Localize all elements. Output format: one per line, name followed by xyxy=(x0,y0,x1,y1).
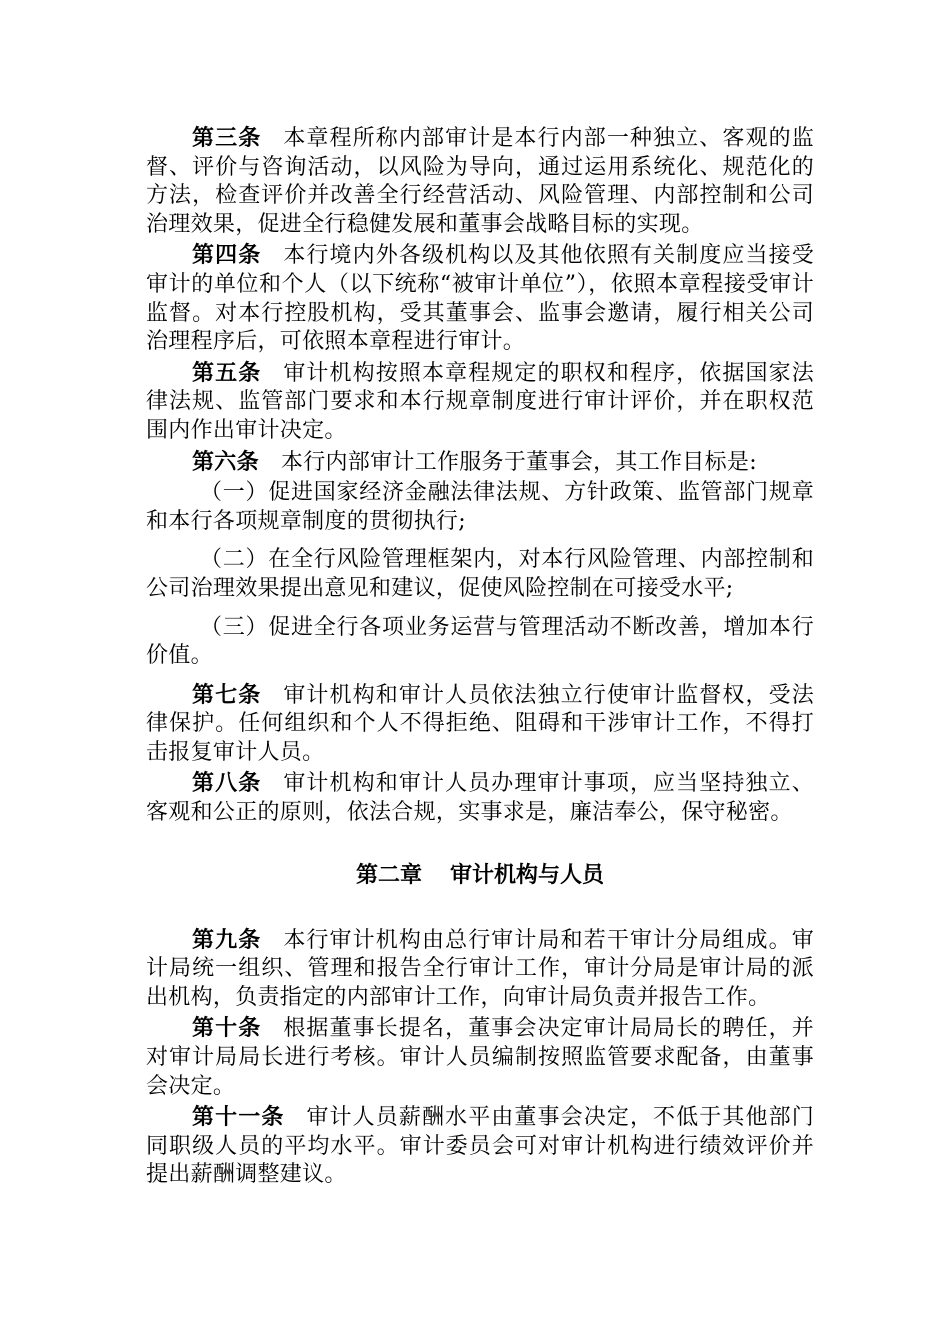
chapter-heading xyxy=(146,860,814,890)
article-text: 本行审计机构由总行审计局和若干审计分局组成。审计局统一组织、管理和报告全行审计工作，审计分局是审计局的派出机构，负责指定的内部审计工作，向审计局负责并报告工作。 xyxy=(146,927,814,1010)
article-label: 第八条 xyxy=(192,770,262,797)
list-item: （一）促进国家经济金融法律法规、方针政策、监管部门规章和本行各项规章制度的贯彻执行; xyxy=(146,480,814,534)
list-item: （三）促进全行各项业务运营与管理活动不断改善，增加本行价值。 xyxy=(146,614,814,669)
article-text: 审计机构和审计人员依法独立行使审计监督权，受法律保护。任何组织和个人不得拒绝、阻碍和干涉审计工作，不得打击报复审计人员。 xyxy=(146,682,814,765)
article-label: 第七条 xyxy=(192,681,262,708)
article-label: 第四条 xyxy=(192,242,262,269)
article-text: 审计机构和审计人员办理审计事项，应当坚持独立、客观和公正的原则，依法合规，实事求是，廉洁奉公，保守秘密。 xyxy=(146,771,814,826)
article-label: 第十条 xyxy=(192,1015,262,1042)
article-text: 审计人员薪酬水平由董事会决定，不低于其他部门同职级人员的平均水平。审计委员会可对审计机构进行绩效评价并提出薪酬调整建议。 xyxy=(146,1105,814,1188)
article-label: 第六条 xyxy=(192,448,259,475)
article-text: 本行境内外各级机构以及其他依照有关制度应当接受审计的单位和个人（以下统称“被审计单位”），依照本章程接受审计监督。对本行控股机构，受其董事会、监事会邀请，履行相关公司治理程序后，可依照本章程进行审计。 xyxy=(146,243,814,355)
document-page xyxy=(146,124,814,1192)
article-7 xyxy=(146,681,814,768)
article-11 xyxy=(146,1103,814,1190)
article-label: 第十一条 xyxy=(192,1104,285,1131)
article-text: 本行内部审计工作服务于董事会，其工作目标是: xyxy=(280,449,757,475)
article-4 xyxy=(146,241,814,356)
article-label: 第三条 xyxy=(192,125,262,151)
article-label: 第五条 xyxy=(192,359,262,386)
article-8 xyxy=(146,769,814,827)
article-5 xyxy=(146,359,814,446)
article-9 xyxy=(146,926,814,1013)
article-label: 第九条 xyxy=(192,926,262,953)
article-text: 审计机构按照本章程规定的职权和程序，依据国家法律法规、监管部门要求和本行规章制度进行审计评价，并在职权范围内作出审计决定。 xyxy=(146,360,814,443)
article-3 xyxy=(146,124,814,239)
article-text: 本章程所称内部审计是本行内部一种独立、客观的监督、评价与咨询活动，以风险为导向，通过运用系统化、规范化的方法，检查评价并改善全行经营活动、风险管理、内部控制和公司治理效果，促进全行稳健发展和董事会战略目标的实现。 xyxy=(146,126,814,237)
article-text: 根据董事长提名，董事会决定审计局局长的聘任，并对审计局局长进行考核。审计人员编制按照监管要求配备，由董事会决定。 xyxy=(146,1016,814,1099)
list-item: （二）在全行风险管理框架内，对本行风险管理、内部控制和公司治理效果提出意见和建议，促使风险控制在可接受水平; xyxy=(146,547,814,601)
article-6 xyxy=(146,448,814,478)
chapter-number: 第二章 xyxy=(355,861,422,888)
chapter-title: 审计机构与人员 xyxy=(450,861,605,888)
article-10 xyxy=(146,1014,814,1101)
